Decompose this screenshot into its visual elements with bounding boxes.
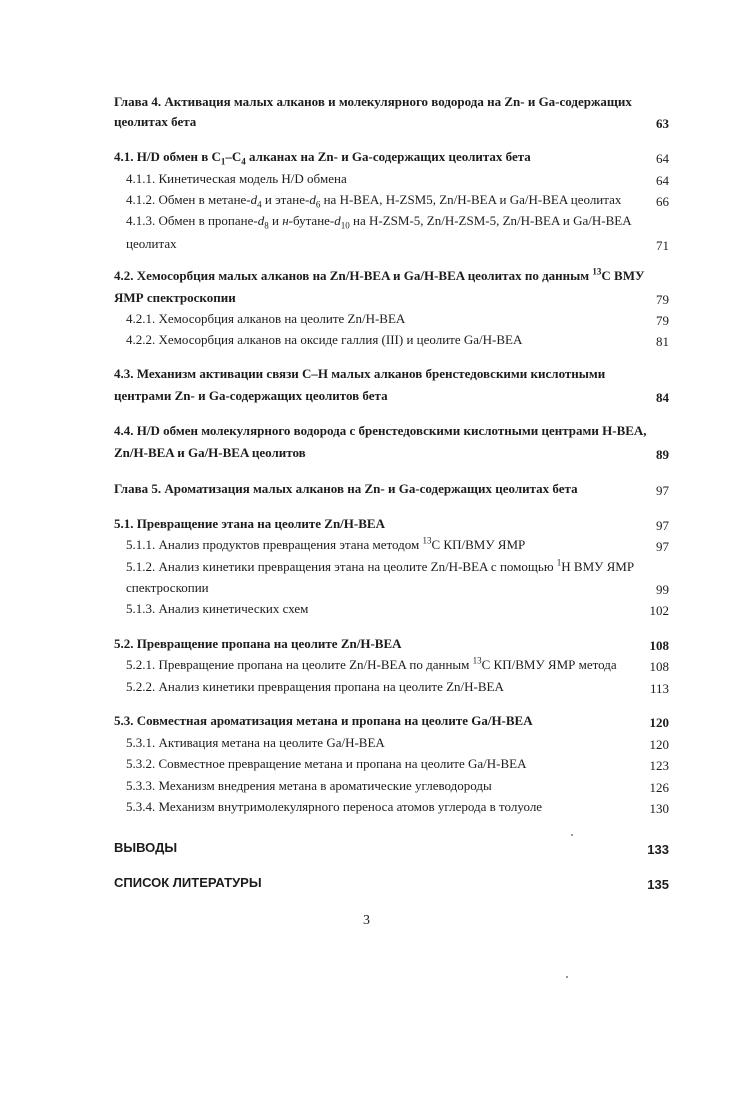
- toc-section-5-1-2: 5.1.2. Анализ кинетики превращения этана на цеолите Zn/H-BEA с помощью $^1$H ВМУ ЯМР: [126, 557, 635, 574]
- page-number: 3: [363, 913, 370, 928]
- toc-section-5-3-4: 5.3.4. Механизм внутримолекулярного переноса атомов углерода в толуоле: [126, 799, 543, 814]
- toc-section-5-2-2-page: 113: [649, 681, 669, 696]
- toc-chapter-5-page: 97: [656, 483, 669, 498]
- scan-speck: [566, 976, 568, 978]
- toc-section-5-1-3: 5.1.3. Анализ кинетических схем: [126, 601, 309, 616]
- toc-section-5-3-3: 5.3.3. Механизм внедрения метана в ароматические углеводороды: [126, 778, 492, 793]
- toc-section-5-3-1-page: 120: [649, 737, 669, 752]
- toc-section-4-1-3: 4.1.3. Обмен в пропане-$d_8$ и $н-бутане-d_{10}$ на H-ZSM-5, Zn/H-ZSM-5, Zn/H-BEA и Ga/H-BEA: [126, 213, 632, 231]
- toc-section-5-1: 5.1. Превращение этана на цеолите Zn/H-BEA: [114, 516, 385, 531]
- toc-section-5-2-1: 5.2.1. Превращение пропана на цеолите Zn/H-BEA по данным $^{13}$C КП/ВМУ ЯМР метода: [126, 655, 617, 672]
- toc-references-page: 135: [647, 877, 669, 892]
- toc-section-5-1-2-page: 99: [656, 582, 669, 597]
- toc-section-4-1: 4.1. H/D обмен в $C_1-C_4$ алканах на Zn- и Ga-содержащих цеолитах бета: [114, 149, 531, 167]
- toc-section-4-1-2-page: 66: [656, 194, 669, 209]
- toc-section-5-2: 5.2. Превращение пропана на цеолите Zn/H-BEA: [114, 636, 402, 651]
- toc-section-5-3-2: 5.3.2. Совместное превращение метана и пропана на цеолите Ga/H-BEA: [126, 756, 527, 771]
- toc-section-4-3-cont: центрами Zn- и Ga-содержащих цеолитов бета: [114, 388, 388, 403]
- toc-section-5-3-4-page: 130: [649, 801, 669, 816]
- toc-section-5-1-1: 5.1.1. Анализ продуктов превращения этана методом $^{13}$C КП/ВМУ ЯМР: [126, 535, 526, 552]
- toc-chapter-4-page: 63: [656, 116, 669, 131]
- toc-section-5-3-1: 5.3.1. Активация метана на цеолите Ga/H-BEA: [126, 735, 385, 750]
- toc-conclusions: ВЫВОДЫ: [114, 840, 178, 855]
- toc-chapter-4-title: Глава 4. Активация малых алканов и молекулярного водорода на Zn- и Ga-содержащих: [114, 94, 632, 109]
- toc-references: СПИСОК ЛИТЕРАТУРЫ: [114, 875, 262, 890]
- toc-section-4-2-2-page: 81: [656, 334, 669, 349]
- toc-section-4-3: 4.3. Механизм активации связи C–H малых алканов бренстедовскими кислотными: [114, 366, 606, 381]
- toc-section-4-1-3-cont: цеолитах: [126, 236, 177, 251]
- toc-section-4-1-2: 4.1.2. Обмен в метане-$d_4$ и этане-$d_6$ на H-BEA, H-ZSM5, Zn/H-BEA и Ga/H-BEA цеолитах: [126, 192, 622, 210]
- toc-section-4-2-1: 4.2.1. Хемосорбция алканов на цеолите Zn/H-BEA: [126, 311, 406, 326]
- toc-section-5-3-3-page: 126: [649, 780, 669, 795]
- toc-section-4-4: 4.4. H/D обмен молекулярного водорода с бренстедовскими кислотными центрами H-BEA,: [114, 423, 647, 438]
- toc-section-5-3-page: 120: [649, 715, 669, 730]
- toc-section-4-4-page: 89: [656, 447, 669, 462]
- toc-section-5-2-2: 5.2.2. Анализ кинетики превращения пропана на цеолите Zn/H-BEA: [126, 679, 504, 694]
- toc-section-5-2-page: 108: [649, 638, 669, 653]
- toc-conclusions-page: 133: [647, 842, 669, 857]
- toc-section-5-1-2-cont: спектроскопии: [126, 580, 209, 595]
- toc-section-4-1-3-page: 71: [656, 238, 669, 253]
- toc-section-5-1-page: 97: [656, 518, 669, 533]
- scan-speck: [571, 834, 573, 836]
- toc-section-5-3-2-page: 123: [649, 758, 669, 773]
- toc-chapter-5-title: Глава 5. Ароматизация малых алканов на Zn- и Ga-содержащих цеолитах бета: [114, 481, 578, 496]
- toc-section-5-2-1-page: 108: [649, 659, 669, 674]
- toc-section-4-3-page: 84: [656, 390, 669, 405]
- toc-section-4-1-page: 64: [656, 151, 669, 166]
- toc-section-5-1-1-page: 97: [656, 539, 669, 554]
- toc-section-5-1-3-page: 102: [649, 603, 669, 618]
- toc-section-4-2-cont: ЯМР спектроскопии: [114, 290, 236, 305]
- toc-section-4-2-2: 4.2.2. Хемосорбция алканов на оксиде галлия (III) и цеолите Ga/H-BEA: [126, 332, 523, 347]
- toc-section-4-4-cont: Zn/H-BEA и Ga/H-BEA цеолитов: [114, 445, 306, 460]
- toc-section-4-2-page: 79: [656, 292, 669, 307]
- toc-section-4-2-1-page: 79: [656, 313, 669, 328]
- toc-section-4-1-1: 4.1.1. Кинетическая модель H/D обмена: [126, 171, 347, 186]
- toc-section-4-1-1-page: 64: [656, 173, 669, 188]
- toc-section-5-3: 5.3. Совместная ароматизация метана и пропана на цеолите Ga/H-BEA: [114, 713, 533, 728]
- toc-section-4-2: 4.2. Хемосорбция малых алканов на Zn/H-BEA и Ga/H-BEA цеолитах по данным $^{13}$C ВМУ: [114, 266, 645, 283]
- toc-chapter-4-title-cont: цеолитах бета: [114, 114, 197, 129]
